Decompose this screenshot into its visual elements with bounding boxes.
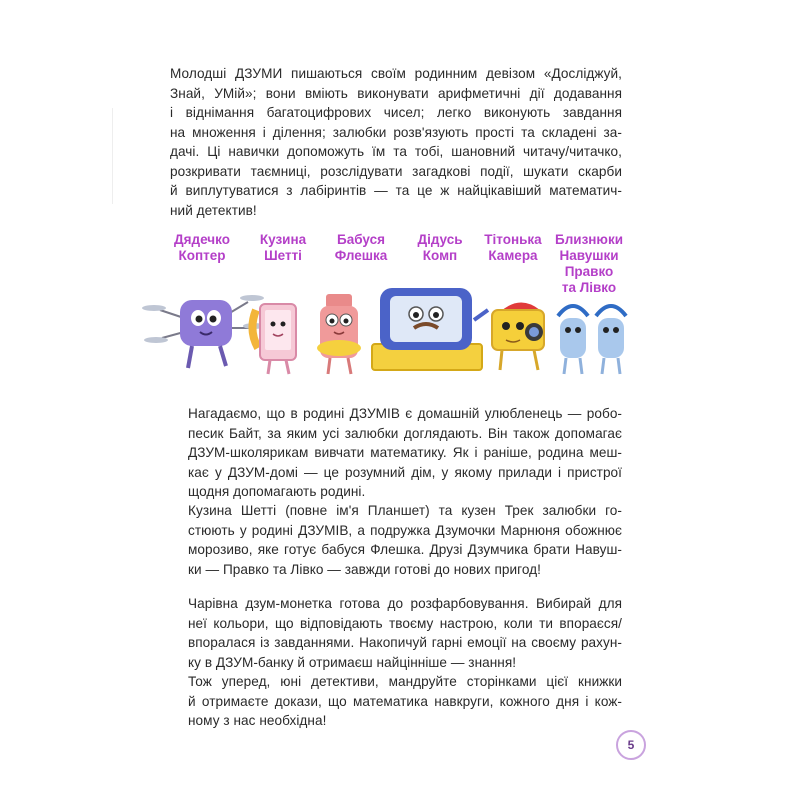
camera-character-icon <box>492 302 544 370</box>
text-line: ному з нас необхідна! <box>188 713 327 728</box>
flash-drive-character-icon <box>317 294 361 374</box>
text-line: Тож уперед, юні детективи, мандруйте сторінками цієї книжки <box>188 674 622 689</box>
character-name-shetti <box>248 232 318 264</box>
text-line: і віднімання багатоцифрових чисел; легко виконують завдання <box>170 105 622 120</box>
character-name-line: Дядечко <box>174 232 230 247</box>
character-name-fleshka <box>326 232 396 264</box>
character-name-line: та Лівко <box>561 280 617 295</box>
text-line: й виплутуватися з лабіринтів — та це ж найцікавіший математич- <box>170 183 622 198</box>
text-line: ний детектив! <box>170 202 257 218</box>
text-line: й отримаєте докази, що математика навкруги, кожного дня і кож- <box>188 693 622 709</box>
character-name-line: Коптер <box>178 248 226 263</box>
text-line: песик Байт, за яким усі залюбки доглядають. Він також допомагає <box>188 425 622 441</box>
text-line: Нагадаємо, що в родині ДЗУМІВ є домашній улюбленець — робо- <box>188 406 622 421</box>
character-name-line: Флешка <box>334 248 388 263</box>
pet-paragraph <box>170 404 622 502</box>
text-line: неї кольори, що відповідають твоєму настрою, коли ти впораєся/ <box>188 615 622 631</box>
character-name-line: Дідусь <box>417 232 463 247</box>
character-name-kamera <box>476 232 550 264</box>
intro-paragraph <box>170 64 622 220</box>
cousins-paragraph <box>170 501 622 579</box>
text-line: морозиво, яке готує бабуся Флешка. Друзі Дзумчика брати Навуш- <box>188 542 622 557</box>
text-line: ДЗУМ-школярикам вивчати математику. Як і раніше, родина меш- <box>188 445 622 460</box>
page-number: 5 <box>616 730 646 760</box>
character-name-line: Камера <box>488 248 538 263</box>
text-line: Кузина Шетті (повне ім'я Планшет) та кузен Трек залюбки го- <box>188 503 622 518</box>
text-line: впоралася із завданнями. Накопичуй гарні емоції на своєму рахун- <box>188 635 622 650</box>
character-name-line: Комп <box>422 248 458 263</box>
text-line: на множення і ділення; залюбки розв'язують прості та складені за- <box>170 124 622 140</box>
character-name-komp <box>408 232 472 264</box>
text-line: Молодші ДЗУМИ пишаються своїм родинним девізом «Досліджуй, <box>170 66 622 81</box>
characters-illustration <box>140 280 640 380</box>
tablet-character-icon <box>252 304 296 374</box>
character-name-line: Правко <box>564 264 614 279</box>
copter-character-icon <box>142 295 265 368</box>
text-line: ки — Правко та Лівко — завжди готові до нових пригод! <box>188 561 541 577</box>
character-name-line: Навушки <box>559 248 619 263</box>
character-name-line: Бабуся <box>337 232 385 247</box>
coin-paragraph <box>170 594 622 672</box>
text-line: Чарівна дзум-монетка готова до розфарбовування. Вибирай для <box>188 596 622 611</box>
text-line: кає у ДЗУМ-домі — це розумний дім, у якому прилади і пристрої <box>188 464 622 480</box>
closing-paragraph <box>170 672 622 731</box>
character-name-line: Шетті <box>264 248 302 263</box>
character-name-copter <box>162 232 242 264</box>
character-name-line: Кузина <box>259 232 307 247</box>
text-line: розкривати таємниці, розслідувати загадкові події, шукати скарби <box>170 163 622 179</box>
text-line: ку в ДЗУМ-банку й отримаєш найцінніше — знання! <box>188 654 517 670</box>
computer-character-icon <box>372 288 488 370</box>
character-name-line: Близнюки <box>554 232 624 247</box>
text-line: Знай, УМій»; вони вміють виконувати арифметичні дії додавання <box>170 85 622 101</box>
headphones-twins-icon <box>558 306 626 374</box>
text-line: щодня допомагають родині. <box>188 484 366 499</box>
text-line: дачі. Ці навички допоможуть їм та тобі, шановний читачу/читачко, <box>170 144 622 159</box>
text-line: стюють у родині ДЗУМІВ, а подружка Дзумочки Марнюня обожнює <box>188 522 622 538</box>
character-name-line: Тітонька <box>484 232 542 247</box>
margin-line <box>112 108 113 204</box>
